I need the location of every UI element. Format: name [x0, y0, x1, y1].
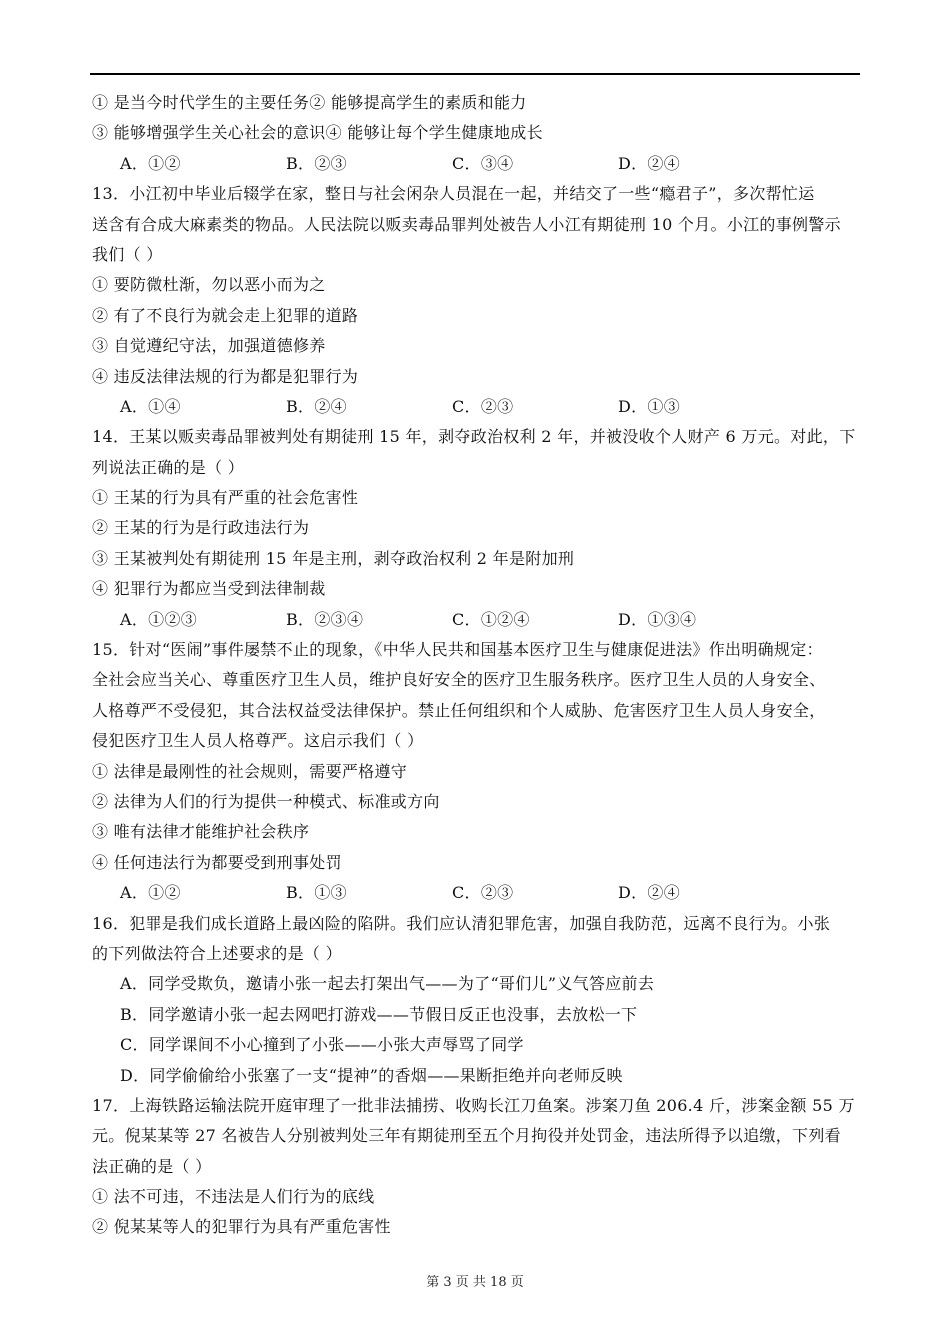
header-rule [90, 73, 860, 75]
q14-item: ④ 犯罪行为都应当受到法律制裁 [92, 579, 326, 599]
q14-stem: 14．王某以贩卖毒品罪被判处有期徒刑 15 年，剥夺政治权利 2 年，并被没收个人财产 6 万元。对此，下 [92, 427, 856, 447]
option-c: C．②③ [452, 883, 514, 903]
q14-item: ② 王某的行为是行政违法行为 [92, 518, 310, 538]
q16-stem: 的下列做法符合上述要求的是（ ） [92, 943, 342, 963]
q15-stem: 全社会应当关心、尊重医疗卫生人员，维护良好安全的医疗卫生服务秩序。医疗卫生人员的人身安全、 [92, 670, 826, 690]
option-b: B．②③ [286, 153, 347, 173]
q16-choice-c: C．同学课间不小心撞到了小张——小张大声辱骂了同学 [120, 1035, 524, 1055]
q17-item: ① 法不可违，不违法是人们行为的底线 [92, 1187, 375, 1207]
q15-item: ④ 任何违法行为都要受到刑事处罚 [92, 852, 342, 872]
q16-choice-a: A．同学受欺负，邀请小张一起去打架出气——为了“哥们儿”义气答应前去 [120, 974, 655, 994]
q15-options [92, 878, 860, 908]
option-a: A．①②③ [120, 609, 198, 629]
option-a: A．①② [120, 883, 181, 903]
option-a: A．①② [120, 153, 181, 173]
q15-stem: 人格尊严不受侵犯，其合法权益受法律保护。禁止任何组织和个人威胁、危害医疗卫生人员人身安全， [92, 700, 826, 720]
q17-stem: 17．上海铁路运输法院开庭审理了一批非法捕捞、收购长江刀鱼案。涉案刀鱼 206.4 斤，涉案金额 55 万 [92, 1095, 855, 1115]
q13-stem: 送含有合成大麻素类的物品。人民法院以贩卖毒品罪判处被告人小江有期徒刑 10 个月。小江的事例警示 [92, 214, 841, 234]
q17-stem: 法正确的是（ ） [92, 1156, 212, 1176]
q17-item: ② 倪某某等人的犯罪行为具有严重危害性 [92, 1217, 391, 1237]
q13-item: ④ 违反法律法规的行为都是犯罪行为 [92, 366, 359, 386]
q16-choice-b: B．同学邀请小张一起去网吧打游戏——节假日反正也没事，去放松一下 [120, 1004, 638, 1024]
option-c: C．①②④ [452, 609, 530, 629]
q13-item: ② 有了不良行为就会走上犯罪的道路 [92, 305, 359, 325]
q15-item: ② 法律为人们的行为提供一种模式、标准或方向 [92, 791, 440, 811]
option-c: C．②③ [452, 396, 514, 416]
q14-options [92, 605, 860, 635]
option-b: B．②③④ [286, 609, 364, 629]
q13-stem: 13．小江初中毕业后辍学在家，整日与社会闲杂人员混在一起，并结交了一些“瘾君子”，多次帮忙运 [92, 184, 815, 204]
q15-stem: 侵犯医疗卫生人员人格尊严。这启示我们（ ） [92, 731, 424, 751]
q12-options [92, 149, 860, 179]
q13-item: ① 要防微杜渐，勿以恶小而为之 [92, 275, 326, 295]
q15-stem: 15．针对“医闹”事件屡禁不止的现象，《中华人民共和国基本医疗卫生与健康促进法》作出明确规定： [92, 640, 823, 660]
q14-item: ① 王某的行为具有严重的社会危害性 [92, 488, 359, 508]
q15-item: ① 法律是最刚性的社会规则，需要严格遵守 [92, 761, 408, 781]
q16-stem: 16．犯罪是我们成长道路上最凶险的陷阱。我们应认清犯罪危害，加强自我防范，远离不良行为。小张 [92, 913, 831, 933]
option-d: D．②④ [618, 883, 681, 903]
q14-stem: 列说法正确的是（ ） [92, 457, 245, 477]
q12-item-line: ① 是当今时代学生的主要任务② 能够提高学生的素质和能力 [92, 93, 527, 112]
q13-item: ③ 自觉遵纪守法，加强道德修养 [92, 336, 326, 356]
q15-item: ③ 唯有法律才能维护社会秩序 [92, 822, 310, 842]
option-a: A．①④ [120, 396, 181, 416]
option-d: D．①③ [618, 396, 681, 416]
option-d: D．①③④ [618, 609, 697, 629]
option-b: B．①③ [286, 883, 347, 903]
option-d: D．②④ [618, 153, 681, 173]
q12-item-line: ③ 能够增强学生关心社会的意识④ 能够让每个学生健康地成长 [92, 123, 543, 143]
page-content [92, 88, 860, 1243]
q16-choice-d: D．同学偷偷给小张塞了一支“提神”的香烟——果断拒绝并向老师反映 [120, 1065, 623, 1085]
option-c: C．③④ [452, 153, 514, 173]
q14-item: ③ 王某被判处有期徒刑 15 年是主刑，剥夺政治权利 2 年是附加刑 [92, 548, 575, 568]
q13-options [92, 392, 860, 422]
page-footer: 第 3 页 共 18 页 [426, 1275, 524, 1290]
q17-stem: 元。倪某某等 27 名被告人分别被判处三年有期徒刑至五个月拘役并处罚金，违法所得予以追缴，下列看 [92, 1126, 841, 1146]
q13-stem: 我们（ ） [92, 244, 163, 264]
option-b: B．②④ [286, 396, 347, 416]
